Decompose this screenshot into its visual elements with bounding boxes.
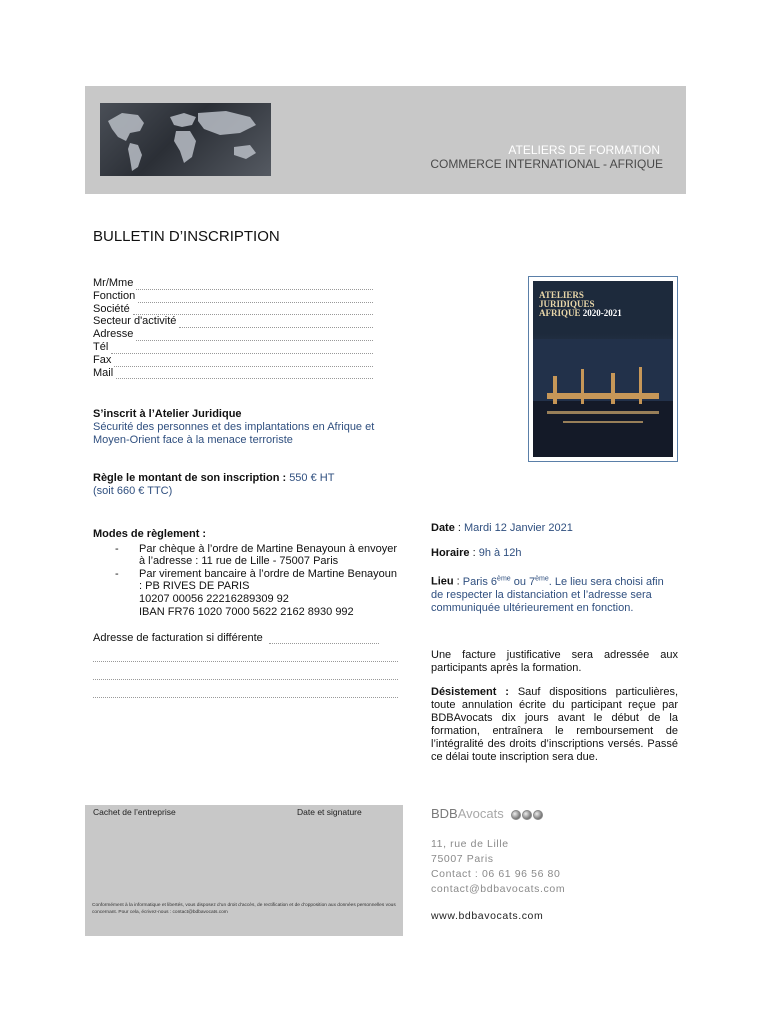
price-section [93,472,403,498]
billing-address-field[interactable] [93,632,398,644]
horaire-value: 9h à 12h [478,547,522,559]
stamp-label: Cachet de l’entreprise [93,807,176,817]
field-line[interactable] [116,369,373,379]
payment-iban: IBAN FR76 1020 7000 5622 2162 8930 992 [139,605,354,618]
cover-line1: ATELIERS [539,290,584,300]
field-label: Mail [93,366,114,379]
header-title-line1: ATELIERS DE FORMATION [508,143,660,157]
field-societe[interactable] [93,303,373,316]
horaire-row: Horaire : 9h à 12h [431,547,522,559]
field-tel[interactable] [93,341,373,354]
field-mail[interactable] [93,367,373,380]
billing-line[interactable] [93,644,398,662]
cover-line3: AFRIQUE [539,308,581,318]
firm-phone: Contact : 06 61 96 56 80 [431,868,561,880]
field-label: Adresse [93,328,134,341]
billing-line[interactable] [93,662,398,680]
firm-logo [431,806,543,821]
world-map-icon [100,103,271,176]
firm-address2: 75007 Paris [431,853,494,865]
firm-name-bold: BDB [431,806,458,821]
firm-website[interactable]: www.bdbavocats.com [431,910,544,922]
field-label: Secteur d'activité [93,315,177,328]
date-row: Date : Mardi 12 Janvier 2021 [431,522,573,534]
billing-line[interactable] [93,680,398,698]
firm-name-light: Avocats [457,806,504,821]
field-label: Société [93,302,130,315]
field-label: Fax [93,353,112,366]
field-line[interactable] [133,305,373,315]
atelier-label: S’inscrit à l’Atelier Juridique [93,408,242,420]
field-fax[interactable] [93,354,373,367]
cancellation-policy: Désistement : Sauf dispositions particulières, toute annulation écrite du participant reçue par BDBAvocats dix jours avant le début de la formation, entraînera le remboursement de l’intégralité des droits d’inscriptions versés. Passé ce délai toute inscription sera due. [431,686,678,763]
payment-cheque: - Par chèque à l’ordre de Martine Benayoun à envoyer à l’adresse : 11 rue de Lille - 75007 Paris [93,543,398,568]
header-title-line2: COMMERCE INTERNATIONAL - AFRIQUE [430,157,663,171]
firm-address1: 11, rue de Lille [431,838,509,850]
field-line[interactable] [136,280,373,290]
price-label: Règle le montant de son inscription : [93,472,290,484]
field-mr-mme[interactable] [93,277,373,290]
field-fonction[interactable] [93,290,373,303]
price-amount: 550 € HT [289,472,335,484]
field-label: Tél [93,340,109,353]
brochure-cover [528,276,678,462]
field-line[interactable] [269,634,379,644]
field-line[interactable] [138,293,373,303]
lieu-value: Paris 6ème ou 7ème. Le lieu sera choisi afin de respecter la distanciation et l’adresse sera communiquée ultérieurement en fonction. [431,575,664,614]
legal-notice: Conformément à la informatique et libertés, vous disposez d’un droit d’accès, de rectification et de d’opposition aux données personnelles vous concernant. Pour cela, écrivez-nous : contact@bdbavocats.com [92,903,396,915]
lieu-row: Lieu : Paris 6ème ou 7ème. Le lieu sera choisi afin de respecter la distanciation et l’adresse sera communiquée ultérieurement en fonction. [431,575,664,614]
billing-address-label: Adresse de facturation si différente [93,632,263,644]
payment-rib: 10207 00056 22216289309 92 [139,592,289,605]
firm-email[interactable]: contact@bdbavocats.com [431,883,566,895]
field-label: Fonction [93,289,136,302]
atelier-section [93,408,403,447]
field-label: Mr/Mme [93,277,134,289]
payment-modes [93,528,398,618]
firm-contact [431,837,565,897]
registration-form [93,277,373,379]
cover-line2: JURIDIQUES [539,299,595,309]
cover-image [533,281,673,457]
payment-virement: - Par virement bancaire à l’ordre de Martine Benayoun : PB RIVES DE PARIS 10207 00056 22216289309 92 IBAN FR76 1020 7000 5622 2162 8930 992 [93,568,398,618]
field-adresse[interactable] [93,328,373,341]
page-title: BULLETIN D’INSCRIPTION [93,228,280,245]
payment-modes-label: Modes de règlement : [93,528,207,540]
cover-years: 2020-2021 [582,308,622,318]
logo-circles-icon [511,810,543,820]
world-map-image [100,103,271,176]
stamp-box[interactable] [85,805,403,936]
field-secteur[interactable] [93,315,373,328]
invoice-note: Une facture justificative sera adressée aux participants après la formation. [431,649,678,674]
field-line[interactable] [114,357,373,367]
date-value: Mardi 12 Janvier 2021 [464,522,573,534]
field-line[interactable] [136,331,373,341]
billing-address-section [93,632,398,698]
atelier-topic: Sécurité des personnes et des implantations en Afrique et Moyen-Orient face à la menace terroriste [93,421,375,446]
price-ttc: (soit 660 € TTC) [93,485,173,497]
date-signature-label: Date et signature [297,807,362,817]
field-line[interactable] [111,344,373,354]
field-line[interactable] [179,318,373,328]
